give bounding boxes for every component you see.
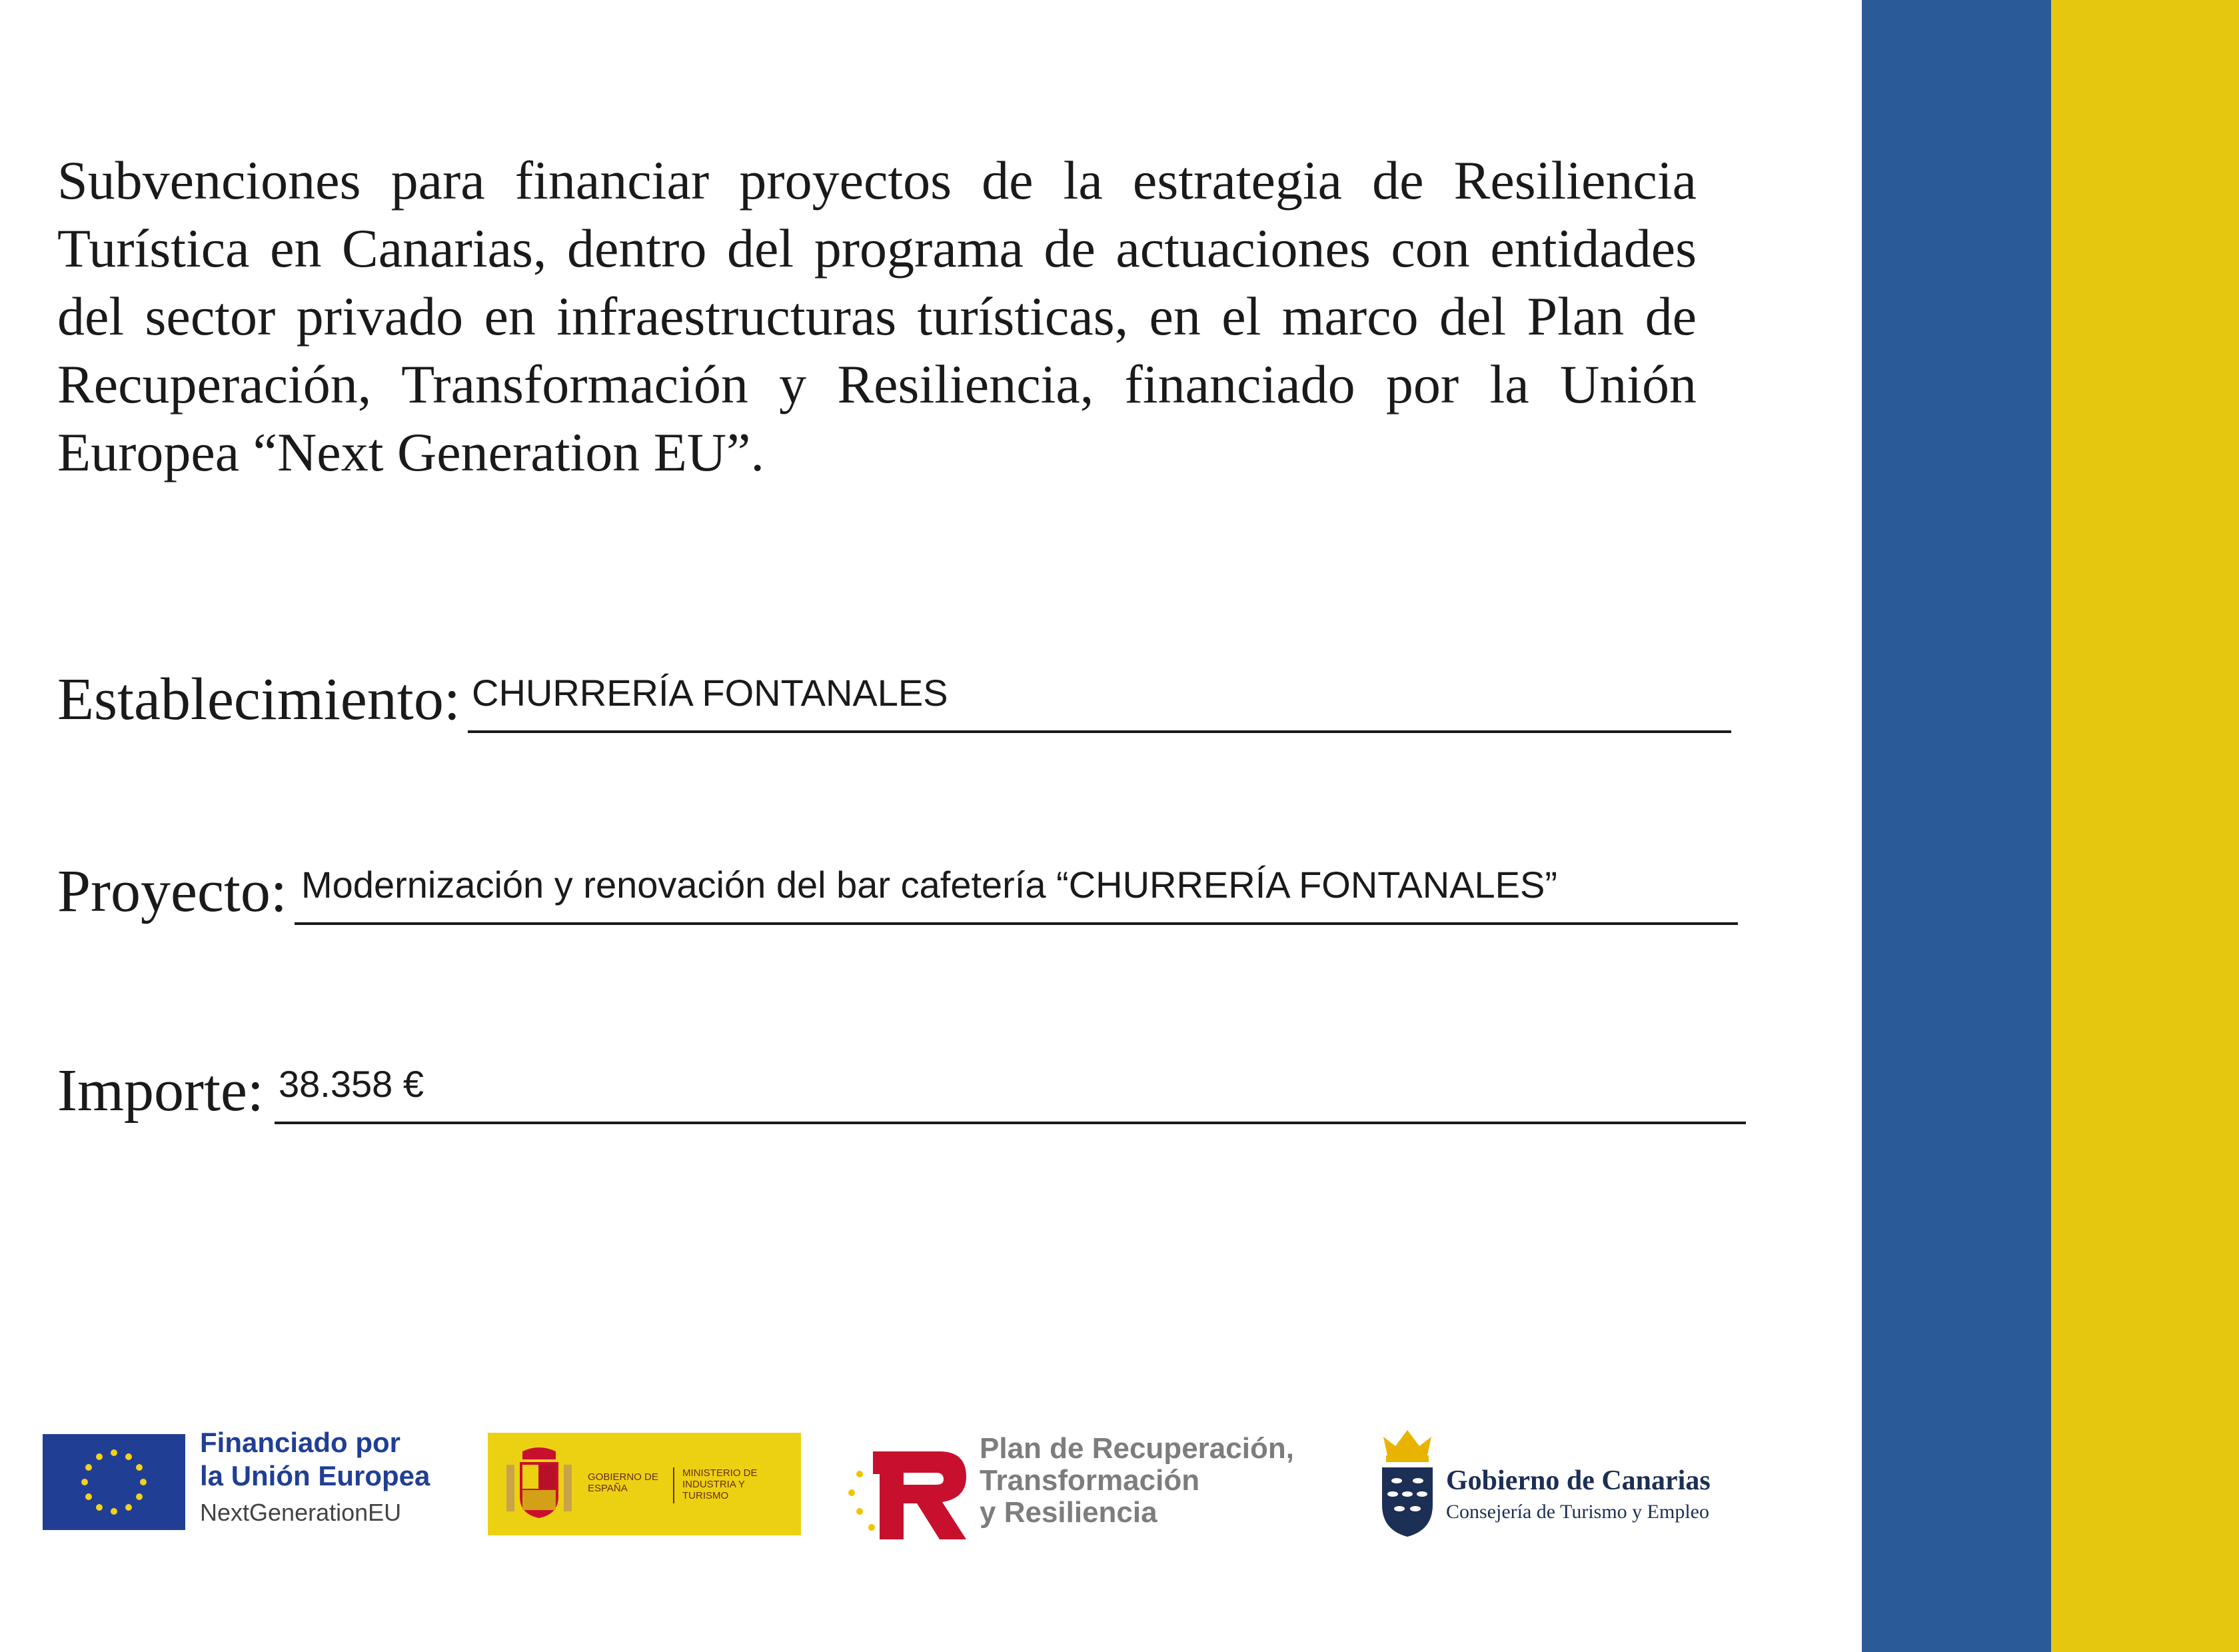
canarias-shield-icon — [1377, 1426, 1438, 1539]
proyecto-label: Proyecto: — [57, 858, 287, 924]
field-importe — [57, 1058, 424, 1124]
spain-coat-of-arms-icon — [502, 1445, 576, 1523]
canarias-title: Gobierno de Canarias — [1446, 1465, 1711, 1496]
field-proyecto — [57, 858, 1557, 925]
gobierno-espana-logo — [488, 1433, 801, 1535]
field-establecimiento — [57, 666, 948, 733]
proyecto-underline — [295, 922, 1738, 925]
prtr-line3: y Resiliencia — [980, 1496, 1157, 1529]
establecimiento-value: CHURRERÍA FONTANALES — [472, 672, 948, 714]
eu-logo-text — [200, 1426, 430, 1533]
importe-value: 38.358 € — [279, 1063, 424, 1105]
gobierno-espana-text: GOBIERNO DE ESPAÑA — [588, 1471, 658, 1494]
importe-label: Importe: — [57, 1058, 264, 1124]
gobierno-canarias-logo — [1377, 1426, 1750, 1539]
proyecto-value: Modernización y renovación del bar cafetería “CHURRERÍA FONTANALES” — [301, 864, 1557, 906]
intro-paragraph: Subvenciones para financiar proyectos de la estrategia de Resiliencia Turística en Canarias, dentro del programa de actuaciones con entidades del sector privado en infraestructuras turísticas, en el marco del Plan de Recuperación, Transformación y Resiliencia, financiado por la Unión Europea “Next Generation EU”. — [57, 150, 1697, 482]
eu-flag-icon — [43, 1434, 185, 1530]
prtr-line2: Transformación — [980, 1464, 1200, 1497]
canarias-subtitle: Consejería de Turismo y Empleo — [1446, 1501, 1709, 1523]
yellow-stripe — [2051, 0, 2239, 1652]
prtr-symbol-icon — [840, 1439, 973, 1539]
prtr-line1: Plan de Recuperación, — [980, 1432, 1294, 1465]
eu-line2: la Unión Europea — [200, 1460, 430, 1491]
importe-underline — [275, 1122, 1746, 1124]
plan-recuperacion-logo — [840, 1433, 1353, 1546]
eu-line1: Financiado por — [200, 1427, 401, 1458]
establecimiento-underline — [468, 730, 1731, 733]
logos-bar — [0, 1426, 1862, 1559]
establecimiento-label: Establecimiento: — [57, 666, 460, 732]
prtr-text — [980, 1433, 1294, 1529]
blue-stripe — [1862, 0, 2051, 1652]
espana-divider — [673, 1467, 674, 1503]
eu-line3: NextGenerationEU — [200, 1499, 402, 1526]
ministerio-text: MINISTERIO DE INDUSTRIA Y TURISMO — [682, 1467, 758, 1501]
